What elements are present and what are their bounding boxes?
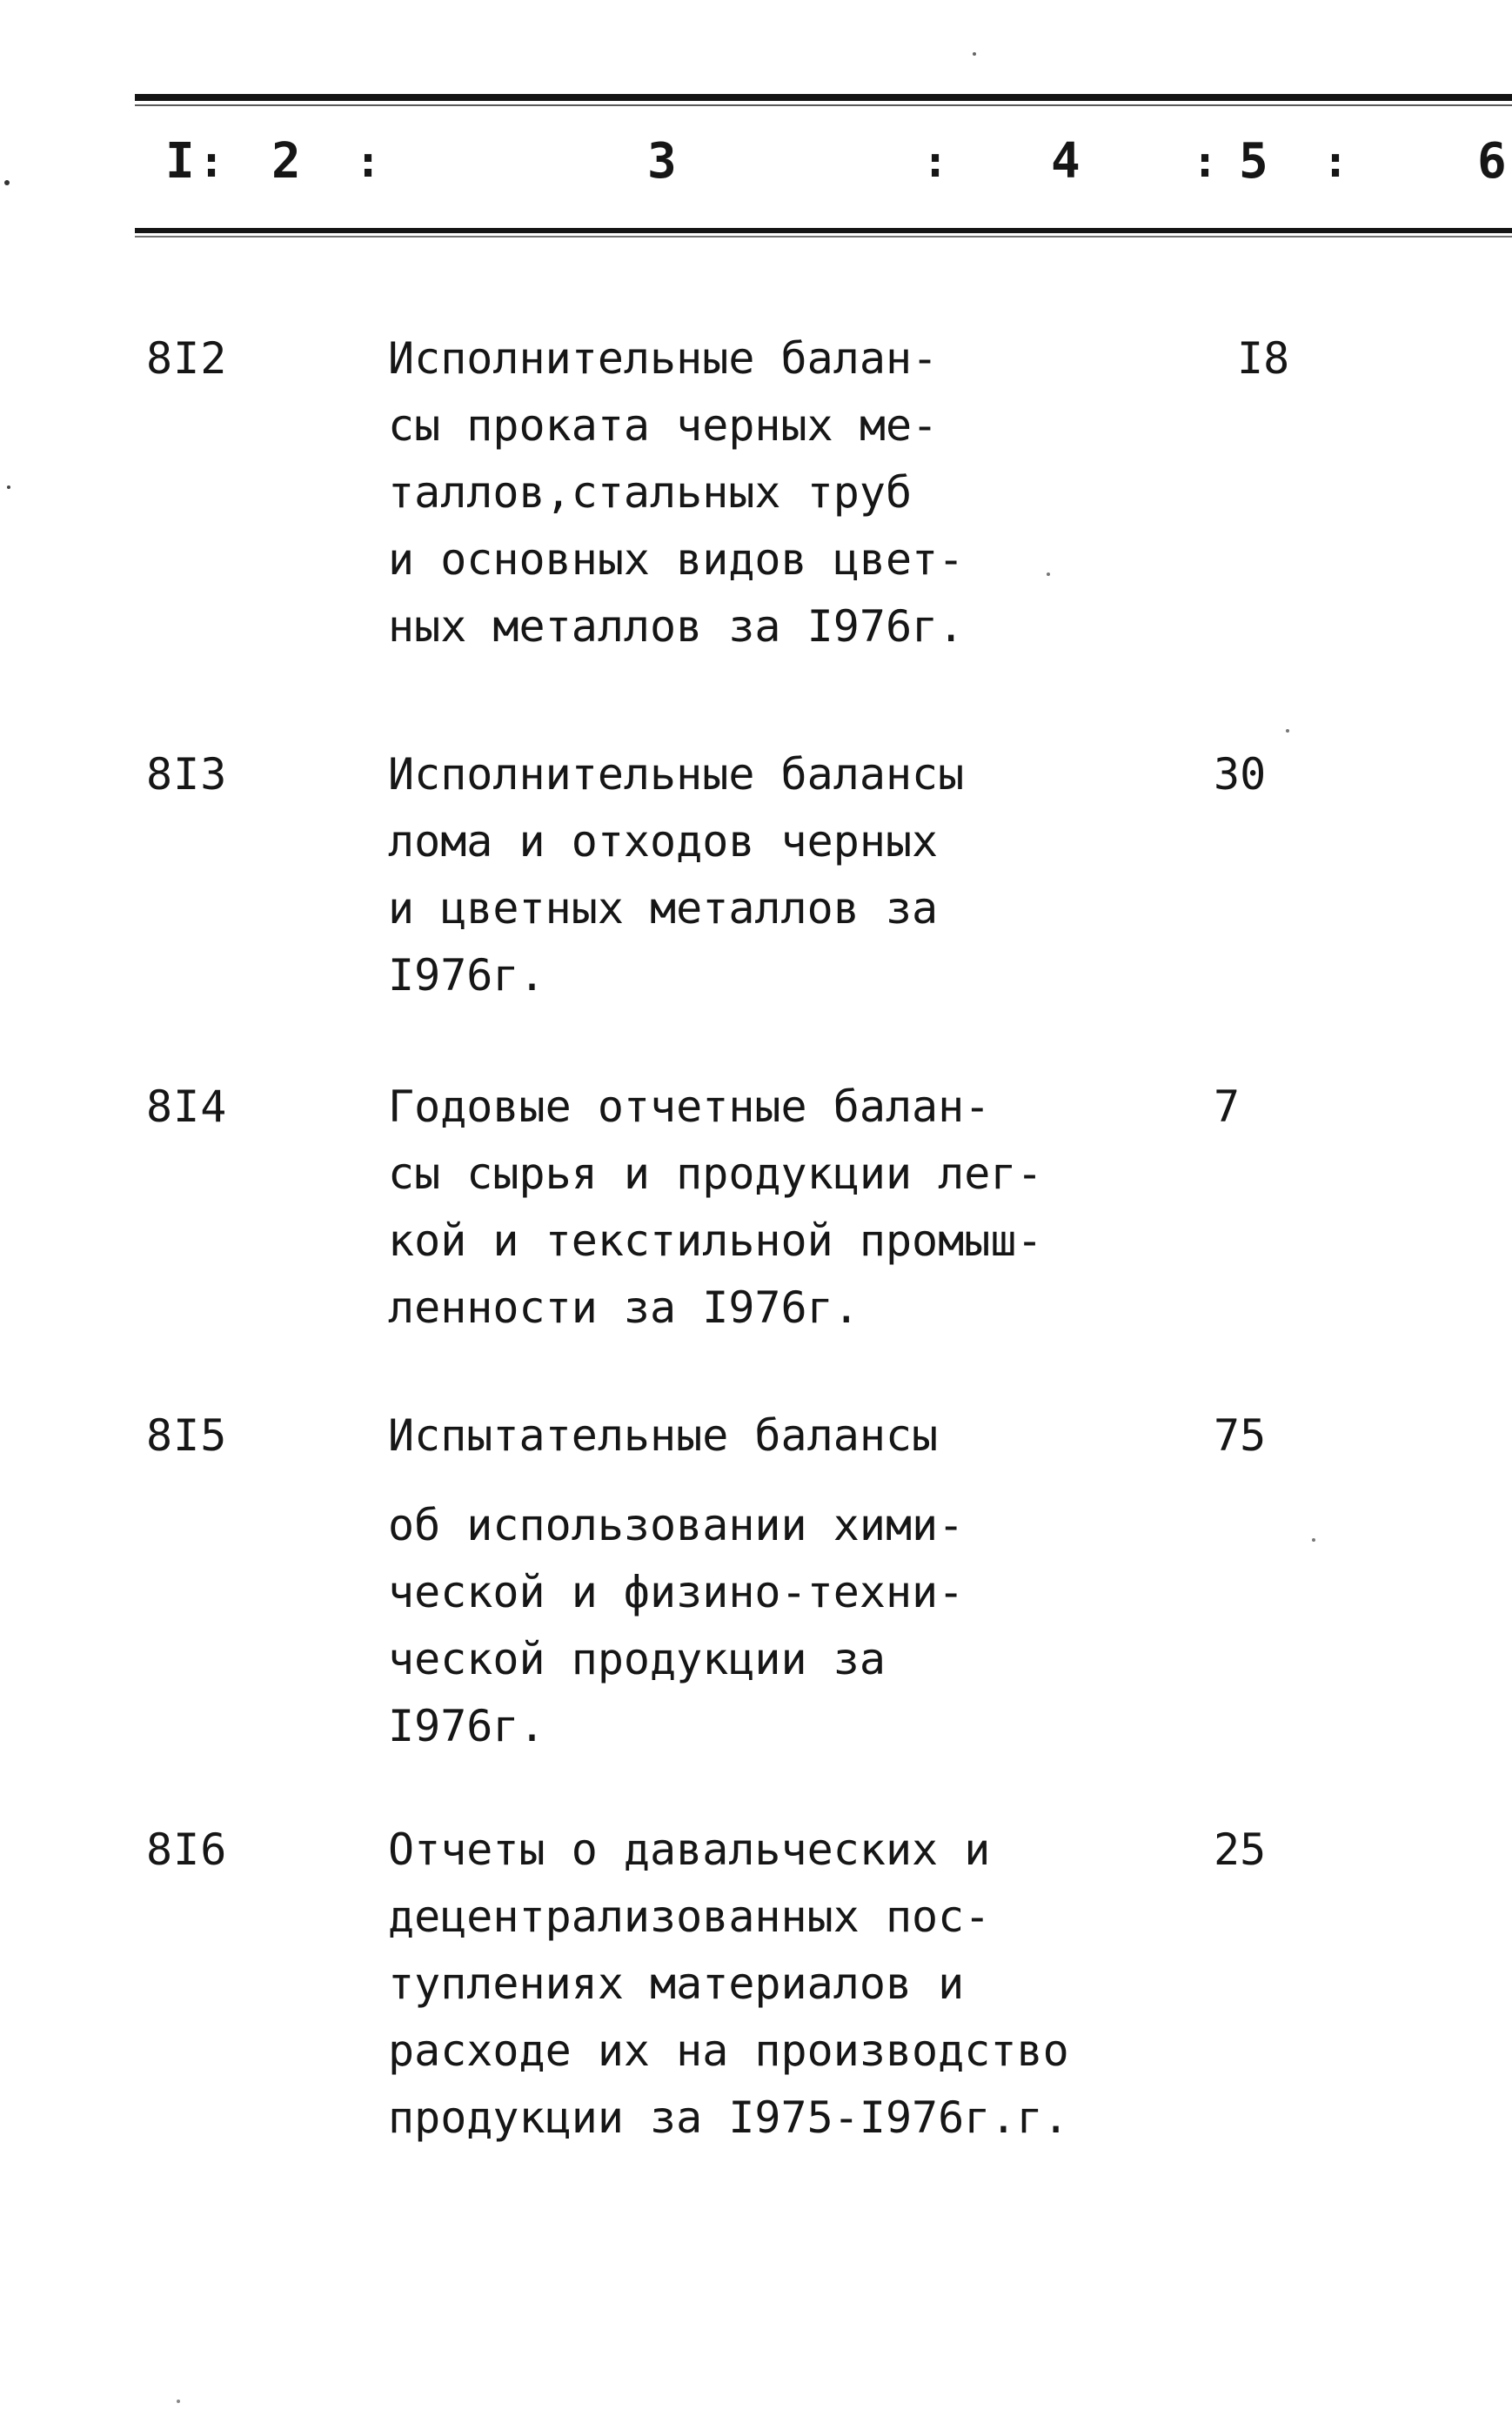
entry-title [388, 1074, 1154, 1342]
entry-title [388, 1817, 1154, 2152]
header-separator: : [1192, 137, 1219, 187]
header-separator: : [922, 137, 949, 187]
table-top-rule [135, 94, 1512, 101]
entry-title-line: туплениях материалов и [388, 1958, 965, 2009]
header-col-1: I [165, 133, 195, 190]
entry-sheet-count: I8 [1237, 333, 1290, 384]
entry-title-line: таллов,стальных труб [388, 467, 913, 518]
entry-sheet-count: 25 [1214, 1824, 1267, 1875]
entry-sheet-count: 30 [1214, 749, 1267, 800]
entry-title-line: децентрализованных пос- [388, 1891, 991, 1942]
entry-title [388, 741, 1154, 1009]
entry-sheet-count: 7 [1214, 1081, 1241, 1132]
entry-title-line: Исполнительные балан- [388, 333, 939, 384]
entry-title-line: сы проката черных ме- [388, 400, 939, 451]
entry-title-line: ческой и физино-техни- [388, 1567, 965, 1617]
header-separator: : [198, 137, 225, 187]
entry-title-line: I976г. [388, 950, 545, 1001]
table-header-bottom-rule [135, 228, 1512, 233]
header-separator: : [355, 137, 382, 187]
table-header-bottom-rule-thin [135, 236, 1512, 238]
entry-number: 8I6 [146, 1824, 228, 1875]
entry-title [388, 1402, 1154, 1760]
entry-title-line: I976г. [388, 1701, 545, 1751]
header-col-2: 2 [271, 133, 301, 190]
header-col-6: 6 [1477, 133, 1507, 190]
table-top-rule-thin [135, 104, 1512, 106]
entry-number: 8I4 [146, 1081, 228, 1132]
entry-title-line: продукции за I975-I976г.г. [388, 2092, 1069, 2143]
entry-title-line: Отчеты о давальческих и [388, 1824, 991, 1875]
entry-title-line: Испытательные балансы [388, 1410, 939, 1461]
entry-title-line: расходе их на производство [388, 2025, 1069, 2076]
entry-title-line: лома и отходов черных [388, 816, 939, 867]
header-col-4: 4 [1051, 133, 1080, 190]
entry-title-line: ленности за I976г. [388, 1282, 860, 1333]
column-header-row [0, 131, 1512, 200]
entry-title-line: ных металлов за I976г. [388, 601, 965, 652]
entry-title-line: и цветных металлов за [388, 883, 939, 934]
entry-title [388, 325, 1154, 660]
header-col-5: 5 [1239, 133, 1268, 190]
entry-sheet-count: 75 [1214, 1410, 1267, 1461]
entry-title-line: ческой продукции за [388, 1634, 886, 1684]
header-col-3: 3 [647, 133, 677, 190]
entry-title-line: об использовании хими- [388, 1500, 965, 1550]
entry-number: 8I3 [146, 749, 228, 800]
entry-title-line: и основных видов цвет- [388, 534, 965, 585]
entry-number: 8I5 [146, 1410, 228, 1461]
header-separator: : [1322, 137, 1349, 187]
entry-title-line: кой и текстильной промыш- [388, 1215, 1043, 1266]
entry-title-line: Исполнительные балансы [388, 749, 965, 800]
entry-number: 8I2 [146, 333, 228, 384]
entry-title-line: сы сырья и продукции лег- [388, 1148, 1043, 1199]
entry-title-line: Годовые отчетные балан- [388, 1081, 991, 1132]
